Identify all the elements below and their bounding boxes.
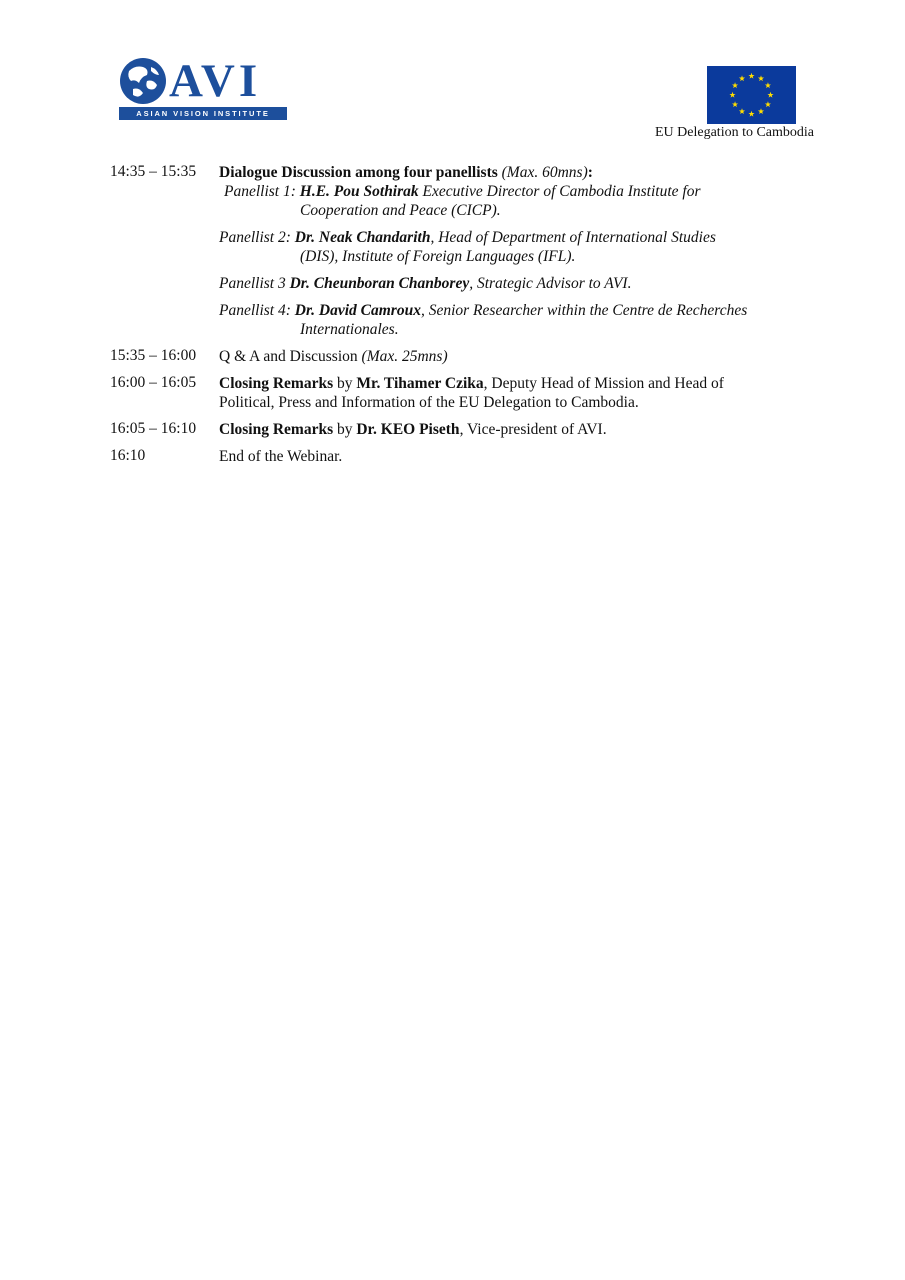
agenda-item-dialogue bbox=[110, 163, 810, 339]
agenda-by: by bbox=[336, 375, 353, 392]
panellist-3-line1 bbox=[219, 274, 810, 293]
agenda-title-line bbox=[219, 420, 810, 439]
speaker-role: , Vice-president of AVI. bbox=[459, 421, 607, 438]
panellist-2-line1 bbox=[219, 228, 810, 247]
speaker-name: Mr. Tihamer Czika bbox=[356, 375, 484, 392]
panellist-label: Panellist 2: bbox=[219, 229, 291, 246]
agenda-title-line bbox=[219, 374, 810, 393]
agenda-title-line bbox=[219, 447, 810, 466]
panellist-role: Executive Director of Cambodia Institute for bbox=[422, 183, 701, 200]
eu-flag-icon bbox=[707, 66, 796, 124]
panellist-1 bbox=[219, 182, 810, 220]
agenda-time: 14:35 – 15:35 bbox=[110, 163, 197, 180]
agenda-label: Closing Remarks bbox=[219, 421, 334, 438]
panellist-2-line2 bbox=[219, 247, 810, 266]
panellist-name: Dr. Neak Chandarith bbox=[294, 229, 431, 246]
agenda-title: Dialogue Discussion among four panellists bbox=[219, 164, 498, 181]
panellist-4-line2 bbox=[219, 320, 810, 339]
agenda-title: Q & A and Discussion bbox=[219, 348, 358, 365]
agenda-title-line bbox=[219, 347, 810, 366]
eu-delegation-caption: EU Delegation to Cambodia bbox=[655, 125, 815, 140]
globe-icon bbox=[119, 57, 167, 105]
agenda-item-end bbox=[110, 447, 810, 466]
avi-logo-letters: AVI bbox=[169, 55, 262, 107]
agenda-title-line bbox=[219, 163, 810, 182]
agenda-label: Closing Remarks bbox=[219, 375, 334, 392]
agenda-item-closing-1 bbox=[110, 374, 810, 412]
panellist-4 bbox=[219, 301, 810, 339]
panellist-role-cont: (DIS), Institute of Foreign Languages (IFL). bbox=[300, 248, 576, 265]
panellist-role-cont: Internationales. bbox=[300, 321, 399, 338]
agenda-duration-note: (Max. 25mns) bbox=[361, 348, 448, 365]
agenda bbox=[110, 163, 810, 466]
agenda-item-closing-2 bbox=[110, 420, 810, 439]
speaker-role: , Deputy Head of Mission and Head of bbox=[483, 375, 724, 392]
avi-logo bbox=[117, 57, 289, 121]
panellist-name: Dr. Cheunboran Chanborey bbox=[289, 275, 470, 292]
agenda-title-line2 bbox=[219, 393, 810, 412]
avi-logo-subtitle: ASIAN VISION INSTITUTE bbox=[119, 107, 287, 120]
panellist-role-cont: Cooperation and Peace (CICP). bbox=[300, 202, 501, 219]
panellist-label: Panellist 1: bbox=[224, 183, 296, 200]
panellist-name: H.E. Pou Sothirak bbox=[299, 183, 419, 200]
panellist-3 bbox=[219, 274, 810, 293]
speaker-role-cont: Political, Press and Information of the EU Delegation to Cambodia. bbox=[219, 394, 639, 411]
panellist-name: Dr. David Camroux bbox=[294, 302, 421, 319]
agenda-title: End of the Webinar. bbox=[219, 448, 343, 465]
panellist-role: , Strategic Advisor to AVI. bbox=[469, 275, 632, 292]
panellist-2 bbox=[219, 228, 810, 266]
agenda-duration-note: (Max. 60mns) bbox=[501, 164, 588, 181]
agenda-time: 16:10 bbox=[110, 447, 146, 464]
agenda-colon: : bbox=[587, 164, 593, 181]
panellist-role: , Head of Department of International Studies bbox=[430, 229, 716, 246]
panellist-role: , Senior Researcher within the Centre de Recherches bbox=[420, 302, 748, 319]
agenda-item-qa bbox=[110, 347, 810, 366]
agenda-time: 16:05 – 16:10 bbox=[110, 420, 197, 437]
agenda-time: 15:35 – 16:00 bbox=[110, 347, 197, 364]
panellist-label: Panellist 3 bbox=[219, 275, 286, 292]
panellist-1-line1 bbox=[224, 182, 810, 201]
panellist-4-line1 bbox=[219, 301, 810, 320]
speaker-name: Dr. KEO Piseth bbox=[356, 421, 460, 438]
panellist-label: Panellist 4: bbox=[219, 302, 291, 319]
agenda-time: 16:00 – 16:05 bbox=[110, 374, 197, 391]
panellist-1-line2 bbox=[224, 201, 810, 220]
agenda-by: by bbox=[336, 421, 353, 438]
